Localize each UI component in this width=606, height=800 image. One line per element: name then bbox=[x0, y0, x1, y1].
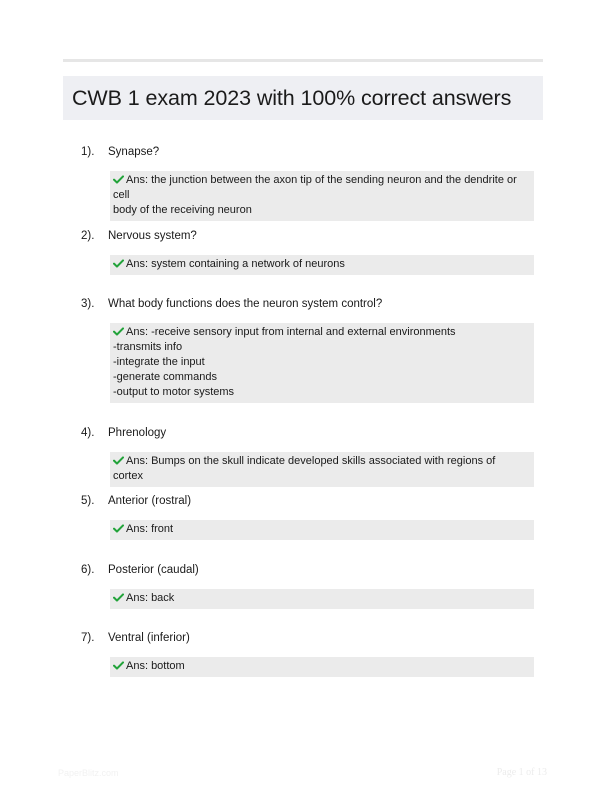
question-text: Nervous system? bbox=[108, 230, 197, 242]
qa-item bbox=[81, 229, 536, 275]
question-number: 1). bbox=[81, 146, 95, 158]
answer-box bbox=[110, 323, 534, 403]
answer-line bbox=[113, 659, 528, 674]
checkmark-icon bbox=[113, 259, 124, 268]
qa-item bbox=[81, 297, 536, 403]
document-title: CWB 1 exam 2023 with 100% correct answers bbox=[72, 85, 512, 110]
question-row bbox=[81, 631, 536, 646]
question-row bbox=[81, 426, 536, 441]
top-rule bbox=[63, 59, 543, 62]
question-text: Anterior (rostral) bbox=[108, 495, 192, 507]
answer-line bbox=[113, 454, 528, 484]
answer-text: -generate commands bbox=[113, 371, 217, 383]
answer-text: Ans: Bumps on the skull indicate developed skills associated with regions of cortex bbox=[113, 455, 499, 482]
question-number: 6). bbox=[81, 564, 95, 576]
question-number: 4). bbox=[81, 427, 95, 439]
footer-page-number: Page 1 of 13 bbox=[496, 767, 547, 778]
qa-item bbox=[81, 563, 536, 609]
answer-text: Ans: front bbox=[126, 523, 174, 535]
answer-line bbox=[113, 203, 528, 218]
answer-box bbox=[110, 171, 534, 221]
answer-line bbox=[113, 173, 528, 203]
checkmark-icon bbox=[113, 456, 124, 465]
answer-text: -output to motor systems bbox=[113, 386, 235, 398]
answer-text: Ans: the junction between the axon tip of the sending neuron and the dendrite or cell bbox=[113, 174, 520, 201]
question-row bbox=[81, 563, 536, 578]
answer-line bbox=[113, 522, 528, 537]
answer-line bbox=[113, 355, 528, 370]
checkmark-icon bbox=[113, 175, 124, 184]
answer-box bbox=[110, 657, 534, 677]
question-text: Ventral (inferior) bbox=[108, 632, 190, 644]
question-text: Synapse? bbox=[108, 146, 160, 158]
question-row bbox=[81, 145, 536, 160]
question-number: 5). bbox=[81, 495, 95, 507]
answer-text: Ans: system containing a network of neurons bbox=[126, 258, 345, 270]
question-text: Phrenology bbox=[108, 427, 167, 439]
answer-box bbox=[110, 520, 534, 540]
checkmark-icon bbox=[113, 327, 124, 336]
question-number: 3). bbox=[81, 298, 95, 310]
question-text: Posterior (caudal) bbox=[108, 564, 199, 576]
answer-line bbox=[113, 257, 528, 272]
checkmark-icon bbox=[113, 524, 124, 533]
qa-item bbox=[81, 145, 536, 221]
qa-item bbox=[81, 631, 536, 677]
answer-line bbox=[113, 385, 528, 400]
question-row bbox=[81, 229, 536, 244]
answer-text: Ans: bottom bbox=[126, 660, 185, 672]
answer-box bbox=[110, 589, 534, 609]
title-box bbox=[63, 76, 543, 120]
answer-line bbox=[113, 370, 528, 385]
question-row bbox=[81, 297, 536, 312]
question-text: What body functions does the neuron system control? bbox=[108, 298, 383, 310]
qa-item bbox=[81, 426, 536, 487]
answer-text: -transmits info bbox=[113, 341, 183, 353]
footer-watermark: PaperBlitz.com bbox=[58, 768, 119, 778]
answer-line bbox=[113, 340, 528, 355]
answer-text: Ans: back bbox=[126, 592, 175, 604]
answer-text: -integrate the input bbox=[113, 356, 205, 368]
question-number: 2). bbox=[81, 230, 95, 242]
answer-line bbox=[113, 591, 528, 606]
qa-item bbox=[81, 494, 536, 540]
answer-line bbox=[113, 325, 528, 340]
question-number: 7). bbox=[81, 632, 95, 644]
question-row bbox=[81, 494, 536, 509]
answer-box bbox=[110, 255, 534, 275]
answer-text: Ans: -receive sensory input from internal and external environments bbox=[126, 326, 456, 338]
answer-box bbox=[110, 452, 534, 487]
checkmark-icon bbox=[113, 593, 124, 602]
checkmark-icon bbox=[113, 661, 124, 670]
answer-text: body of the receiving neuron bbox=[113, 204, 252, 216]
